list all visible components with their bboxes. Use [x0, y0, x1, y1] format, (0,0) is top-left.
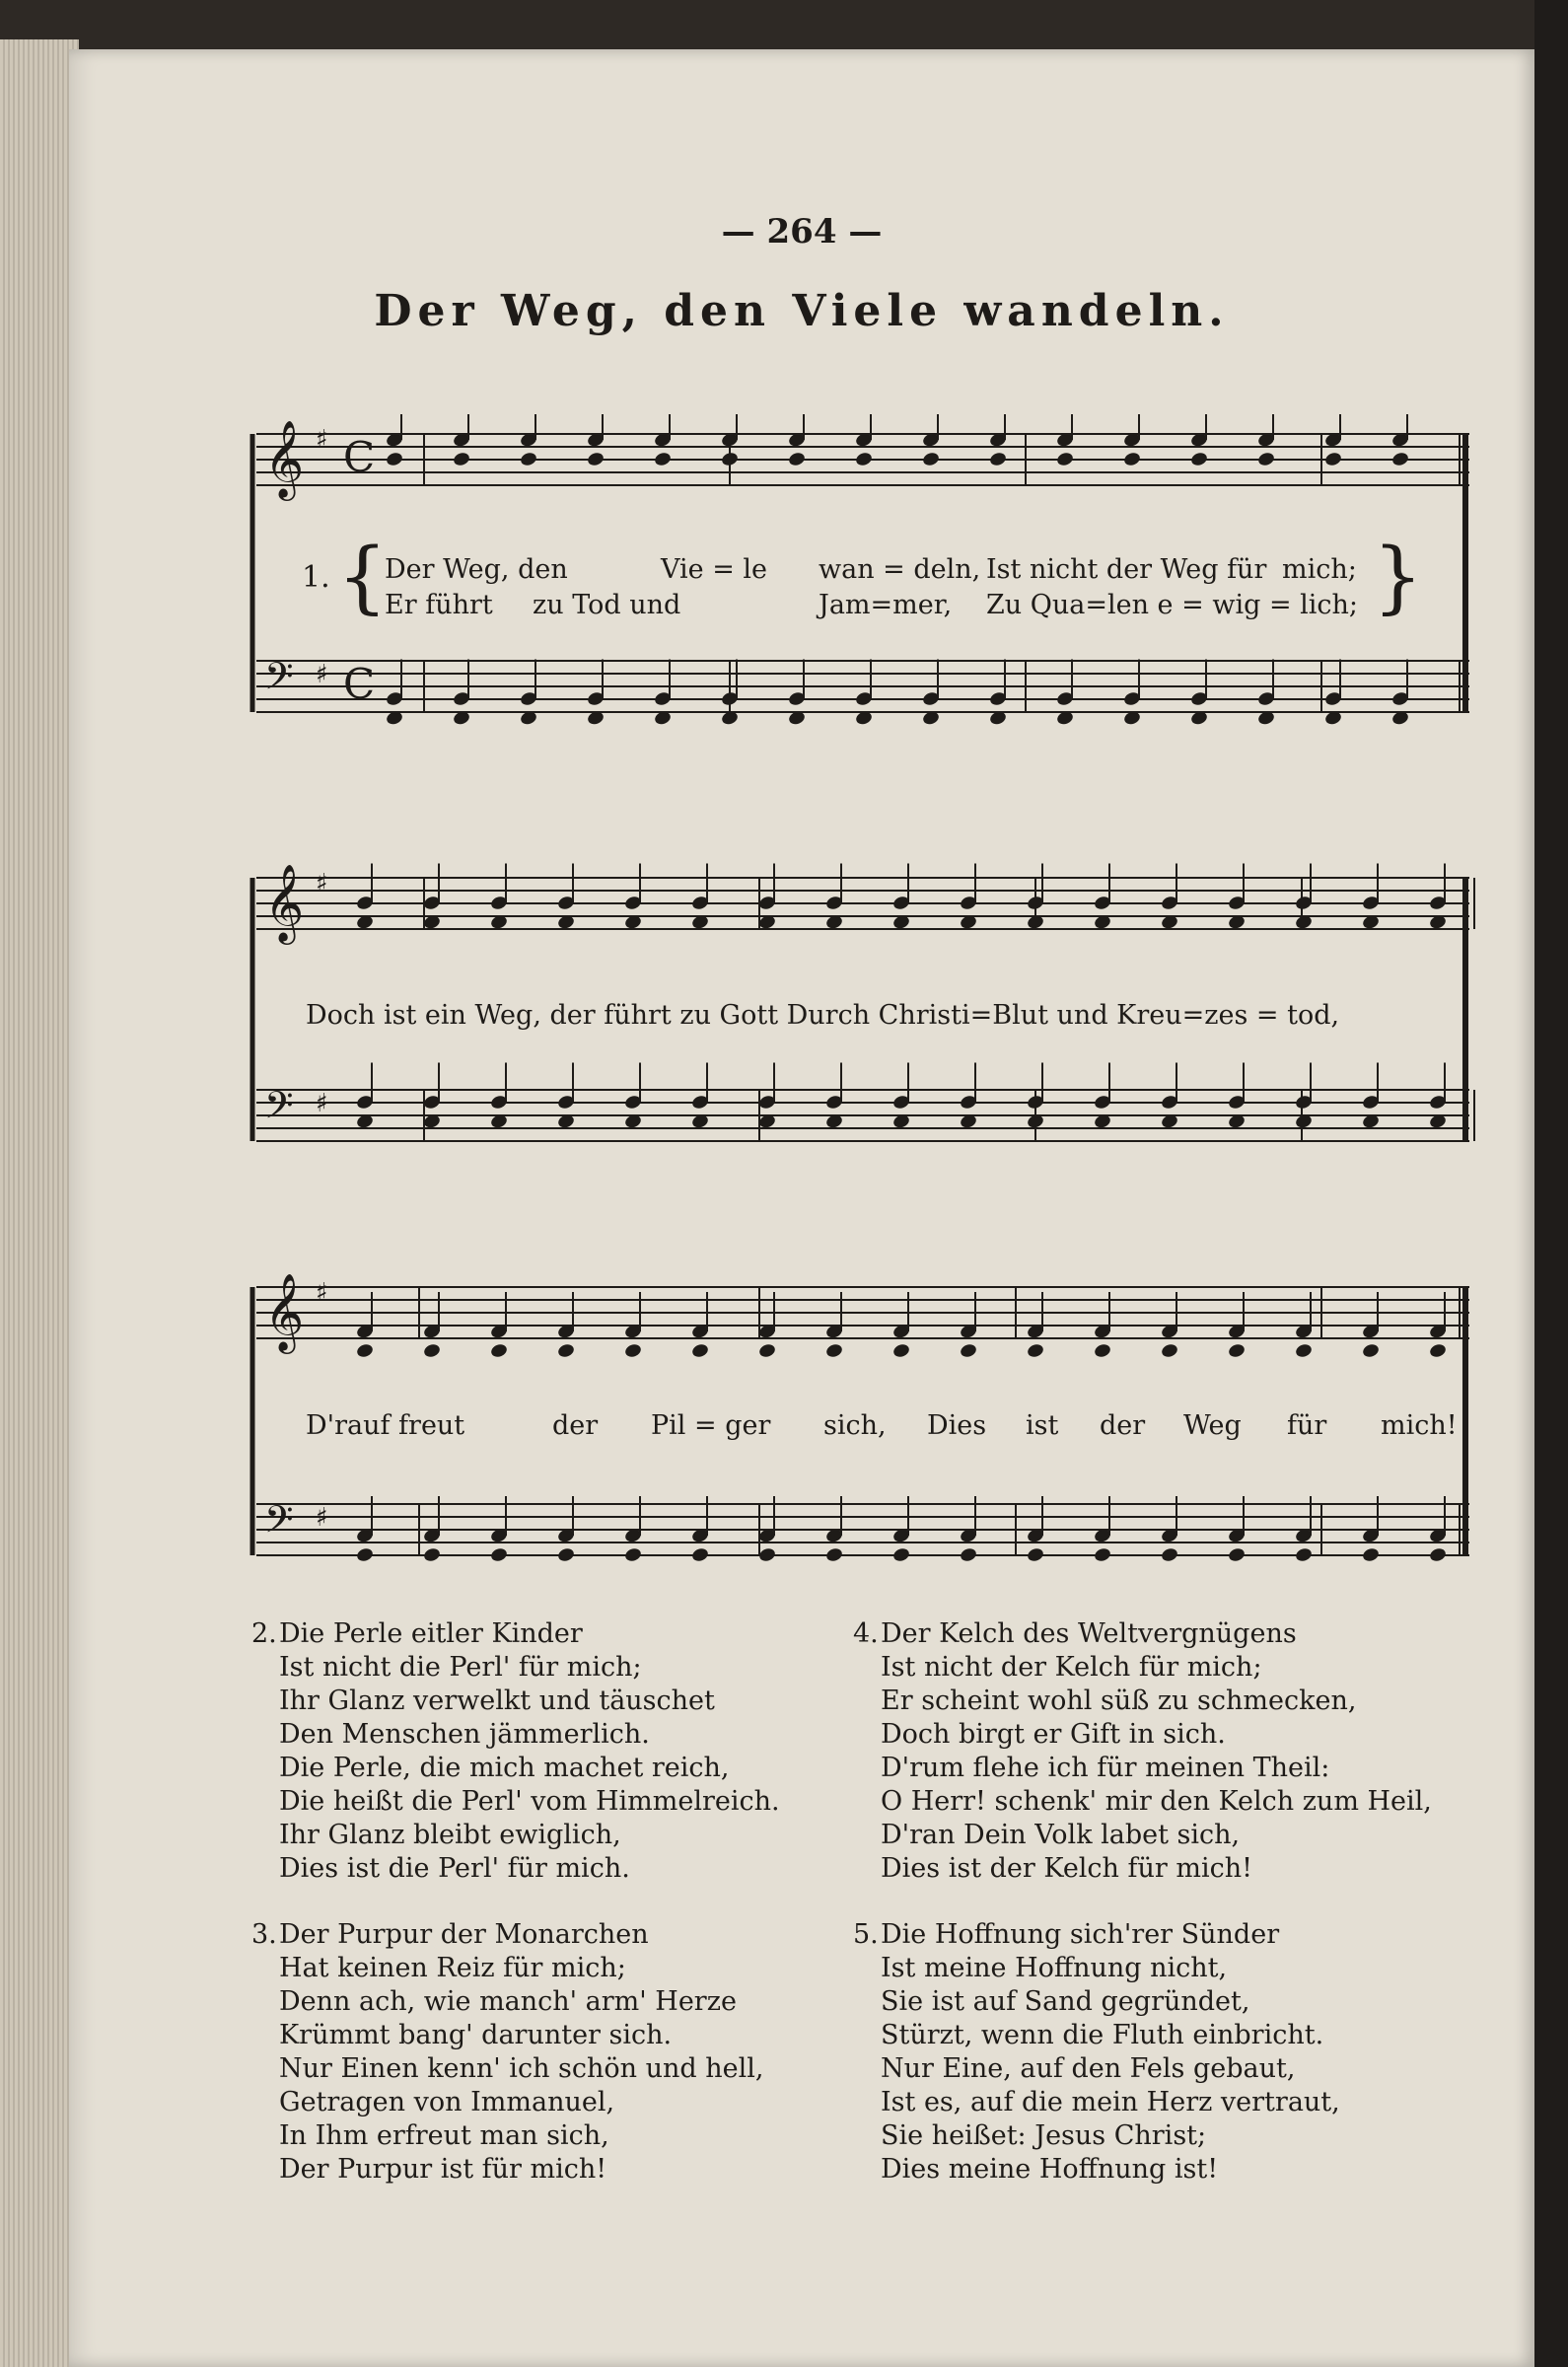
- system3-word: mich!: [1381, 1410, 1458, 1441]
- stanza-line: Die Perle eitler Kinder: [279, 1618, 583, 1649]
- treble-clef-icon: 𝄞: [264, 420, 305, 498]
- note-head: [921, 451, 940, 467]
- note-head: [959, 1546, 977, 1563]
- sharp-icon: ♯: [316, 869, 328, 898]
- stanza-line: Die Hoffnung sich'rer Sünder: [881, 1919, 1280, 1950]
- note-head: [1294, 1342, 1313, 1359]
- stanza-line: Denn ach, wie manch' arm' Herze: [279, 1986, 737, 2017]
- stanza-line: Der Purpur der Monarchen: [279, 1919, 649, 1950]
- stanza-number: 2.: [251, 1618, 277, 1649]
- stanza-line: Ihr Glanz verwelkt und täuschet: [279, 1686, 715, 1716]
- note-head: [690, 1546, 709, 1563]
- note-head: [854, 451, 873, 467]
- brace-left: {: [337, 531, 388, 622]
- sharp-icon: ♯: [316, 1503, 328, 1533]
- system3-word: ist: [1026, 1410, 1059, 1441]
- stanza-line: Hat keinen Reiz für mich;: [279, 1953, 626, 1983]
- system3-word: der: [552, 1410, 599, 1441]
- verse1-line1-word: wan = deln,: [819, 554, 981, 585]
- note-head: [1227, 1342, 1246, 1359]
- note-head: [355, 1342, 374, 1359]
- note-head: [1026, 1546, 1044, 1563]
- system3-word: Weg: [1183, 1410, 1242, 1441]
- stanza-line: Sie heißet: Jesus Christ;: [881, 2120, 1207, 2151]
- note-head: [690, 1342, 709, 1359]
- stanza-line: Ist nicht der Kelch für mich;: [881, 1652, 1262, 1683]
- stanza-number: 4.: [853, 1618, 879, 1649]
- note-head: [1122, 451, 1141, 467]
- note-head: [1093, 1546, 1111, 1563]
- stanza-3: [251, 1918, 764, 2187]
- stanza-line: Dies ist der Kelch für mich!: [881, 1853, 1252, 1884]
- verse1-line2-word: Zu Qua=len e = wig = lich;: [986, 590, 1359, 620]
- stanza-5: [853, 1918, 1340, 2187]
- common-time-icon: C: [343, 660, 376, 708]
- note-head: [452, 451, 470, 467]
- sharp-icon: ♯: [316, 1278, 328, 1308]
- system2-lyric: Doch ist ein Weg, der führt zu Gott Durch Christi=Blut und Kreu=zes = tod,: [306, 1000, 1340, 1031]
- stanza-line: Den Menschen jämmerlich.: [279, 1719, 650, 1750]
- note-head: [1160, 1546, 1178, 1563]
- verse-number: 1.: [302, 560, 330, 595]
- system3-word: sich,: [823, 1410, 887, 1441]
- stanza-line: Die Perle, die mich machet reich,: [279, 1753, 730, 1783]
- stanza-line: Dies meine Hoffnung ist!: [881, 2154, 1219, 2185]
- stanza-line: D'ran Dein Volk labet sich,: [881, 1820, 1241, 1850]
- note-head: [988, 451, 1007, 467]
- note-head: [1189, 451, 1208, 467]
- verse1-line1-word: Der Weg, den: [385, 554, 568, 585]
- treble-clef-icon: 𝄞: [264, 1273, 305, 1351]
- note-head: [653, 451, 672, 467]
- bass-clef-icon: 𝄢: [264, 1083, 294, 1136]
- note-head: [1026, 1342, 1044, 1359]
- book-page: [69, 49, 1534, 2367]
- note-head: [1361, 1342, 1380, 1359]
- stanza-line: Ist meine Hoffnung nicht,: [881, 1953, 1228, 1983]
- system3-word: D'rauf freut: [306, 1410, 465, 1441]
- note-head: [1256, 451, 1275, 467]
- note-head: [891, 1342, 910, 1359]
- note-head: [519, 451, 537, 467]
- sharp-icon: ♯: [316, 660, 328, 689]
- system3-word: Dies: [927, 1410, 987, 1441]
- note-head: [355, 1546, 374, 1563]
- stanza-line: Die heißt die Perl' vom Himmelreich.: [279, 1786, 780, 1817]
- system3-word: für: [1287, 1410, 1327, 1441]
- stanza-line: Getragen von Immanuel,: [279, 2087, 615, 2117]
- note-head: [891, 1546, 910, 1563]
- note-head: [556, 1342, 575, 1359]
- stanza-line: Nur Eine, auf den Fels gebaut,: [881, 2053, 1296, 2084]
- note-head: [959, 1342, 977, 1359]
- note-head: [757, 1546, 776, 1563]
- bass-clef-icon: 𝄢: [264, 1497, 294, 1550]
- stanza-line: Ist nicht die Perl' für mich;: [279, 1652, 642, 1683]
- verse1-line1-word: Ist nicht der Weg für: [986, 554, 1267, 585]
- stanza-line: Sie ist auf Sand gegründet,: [881, 1986, 1250, 2017]
- note-head: [1160, 1342, 1178, 1359]
- note-head: [623, 1342, 642, 1359]
- stanza-line: O Herr! schenk' mir den Kelch zum Heil,: [881, 1786, 1432, 1817]
- stanza-line: In Ihm erfreut man sich,: [279, 2120, 609, 2151]
- note-head: [757, 1342, 776, 1359]
- common-time-icon: C: [343, 433, 376, 481]
- note-head: [720, 451, 739, 467]
- note-head: [1093, 1342, 1111, 1359]
- brace-right: }: [1373, 531, 1423, 622]
- stanza-number: 3.: [251, 1919, 277, 1950]
- note-head: [489, 1342, 508, 1359]
- stanza-line: Stürzt, wenn die Fluth einbricht.: [881, 2020, 1324, 2050]
- note-head: [787, 451, 806, 467]
- note-head: [1390, 451, 1409, 467]
- note-head: [623, 1546, 642, 1563]
- sharp-icon: ♯: [316, 1089, 328, 1118]
- stanza-line: Der Purpur ist für mich!: [279, 2154, 607, 2185]
- note-head: [1055, 451, 1074, 467]
- note-head: [489, 1546, 508, 1563]
- system3-word: der: [1100, 1410, 1146, 1441]
- stanza-number: 5.: [853, 1919, 879, 1950]
- note-head: [556, 1546, 575, 1563]
- stanza-line: Er scheint wohl süß zu schmecken,: [881, 1686, 1357, 1716]
- page-edges-left: [0, 39, 79, 2367]
- treble-clef-icon: 𝄞: [264, 864, 305, 942]
- sheet-music: [247, 414, 1489, 1631]
- note-head: [422, 1342, 441, 1359]
- note-head: [1428, 1546, 1447, 1563]
- book-cover-right: [1534, 0, 1568, 2367]
- system3-word: Pil = ger: [651, 1410, 771, 1441]
- note-head: [824, 1342, 843, 1359]
- verse1-line2-word: zu Tod und: [533, 590, 681, 620]
- stanza-line: Ihr Glanz bleibt ewiglich,: [279, 1820, 621, 1850]
- stanza-line: Nur Einen kenn' ich schön und hell,: [279, 2053, 764, 2084]
- stanza-line: Krümmt bang' darunter sich.: [279, 2020, 673, 2050]
- verse1-line1-word: mich;: [1282, 554, 1357, 585]
- hymn-title: Der Weg, den Viele wandeln.: [374, 286, 1230, 336]
- stanza-2: [251, 1617, 780, 1886]
- note-head: [1227, 1546, 1246, 1563]
- sharp-icon: ♯: [316, 425, 328, 455]
- stanza-line: Dies ist die Perl' für mich.: [279, 1853, 630, 1884]
- stanza-line: D'rum flehe ich für meinen Theil:: [881, 1753, 1330, 1783]
- page-number: — 264 —: [721, 212, 883, 251]
- stanza-4: [853, 1617, 1432, 1886]
- stanza-line: Doch birgt er Gift in sich.: [881, 1719, 1226, 1750]
- stanza-line: Ist es, auf die mein Herz vertraut,: [881, 2087, 1340, 2117]
- note-head: [1361, 1546, 1380, 1563]
- verse1-line1-word: Vie = le: [661, 554, 768, 585]
- bass-clef-icon: 𝄢: [264, 654, 294, 707]
- stanza-line: Der Kelch des Weltvergnügens: [881, 1618, 1297, 1649]
- verse1-line2-word: Jam=mer,: [819, 590, 953, 620]
- note-head: [824, 1546, 843, 1563]
- note-head: [586, 451, 605, 467]
- note-head: [422, 1546, 441, 1563]
- note-head: [1323, 451, 1342, 467]
- verse1-line2-word: Er führt: [385, 590, 493, 620]
- note-head: [1428, 1342, 1447, 1359]
- note-head: [385, 451, 403, 467]
- note-head: [1294, 1546, 1313, 1563]
